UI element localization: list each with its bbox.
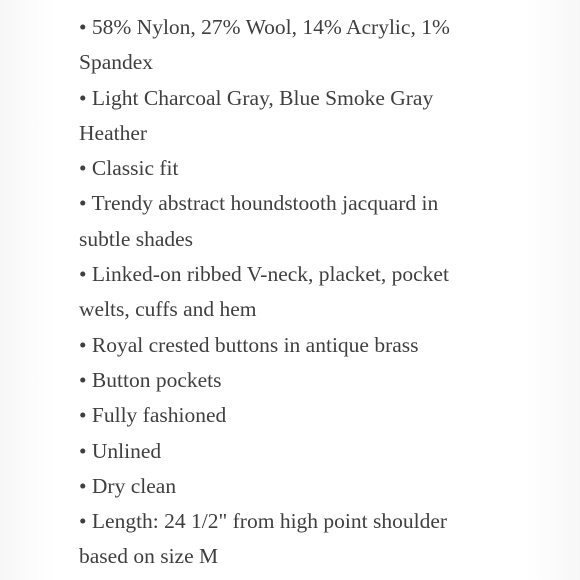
feature-line-length: • Length: 24 1/2" from high point shoulder — [79, 509, 448, 534]
feature-line-trim: • Linked-on ribbed V-neck, placket, pocket — [79, 262, 449, 287]
feature-line-trim-cont: welts, cuffs and hem — [79, 297, 257, 322]
feature-line-fit: • Classic fit — [79, 156, 179, 181]
feature-line-length-cont: based on size M — [79, 544, 219, 569]
feature-line-color: • Light Charcoal Gray, Blue Smoke Gray — [79, 85, 434, 110]
feature-line-care: • Dry clean — [79, 473, 177, 498]
feature-list — [79, 10, 479, 575]
feature-line-fabric-cont: Spandex — [79, 50, 154, 75]
feature-line-pockets: • Button pockets — [79, 367, 222, 392]
feature-line-fabric: • 58% Nylon, 27% Wool, 14% Acrylic, 1% — [79, 15, 450, 39]
feature-line-pattern: • Trendy abstract houndstooth jacquard in — [79, 191, 439, 216]
feature-line-lining: • Unlined — [79, 438, 162, 463]
feature-line-construction: • Fully fashioned — [79, 403, 227, 428]
feature-line-pattern-cont: subtle shades — [79, 226, 194, 251]
feature-line-buttons: • Royal crested buttons in antique brass — [79, 332, 419, 357]
feature-line-color-cont: Heather — [79, 120, 148, 145]
